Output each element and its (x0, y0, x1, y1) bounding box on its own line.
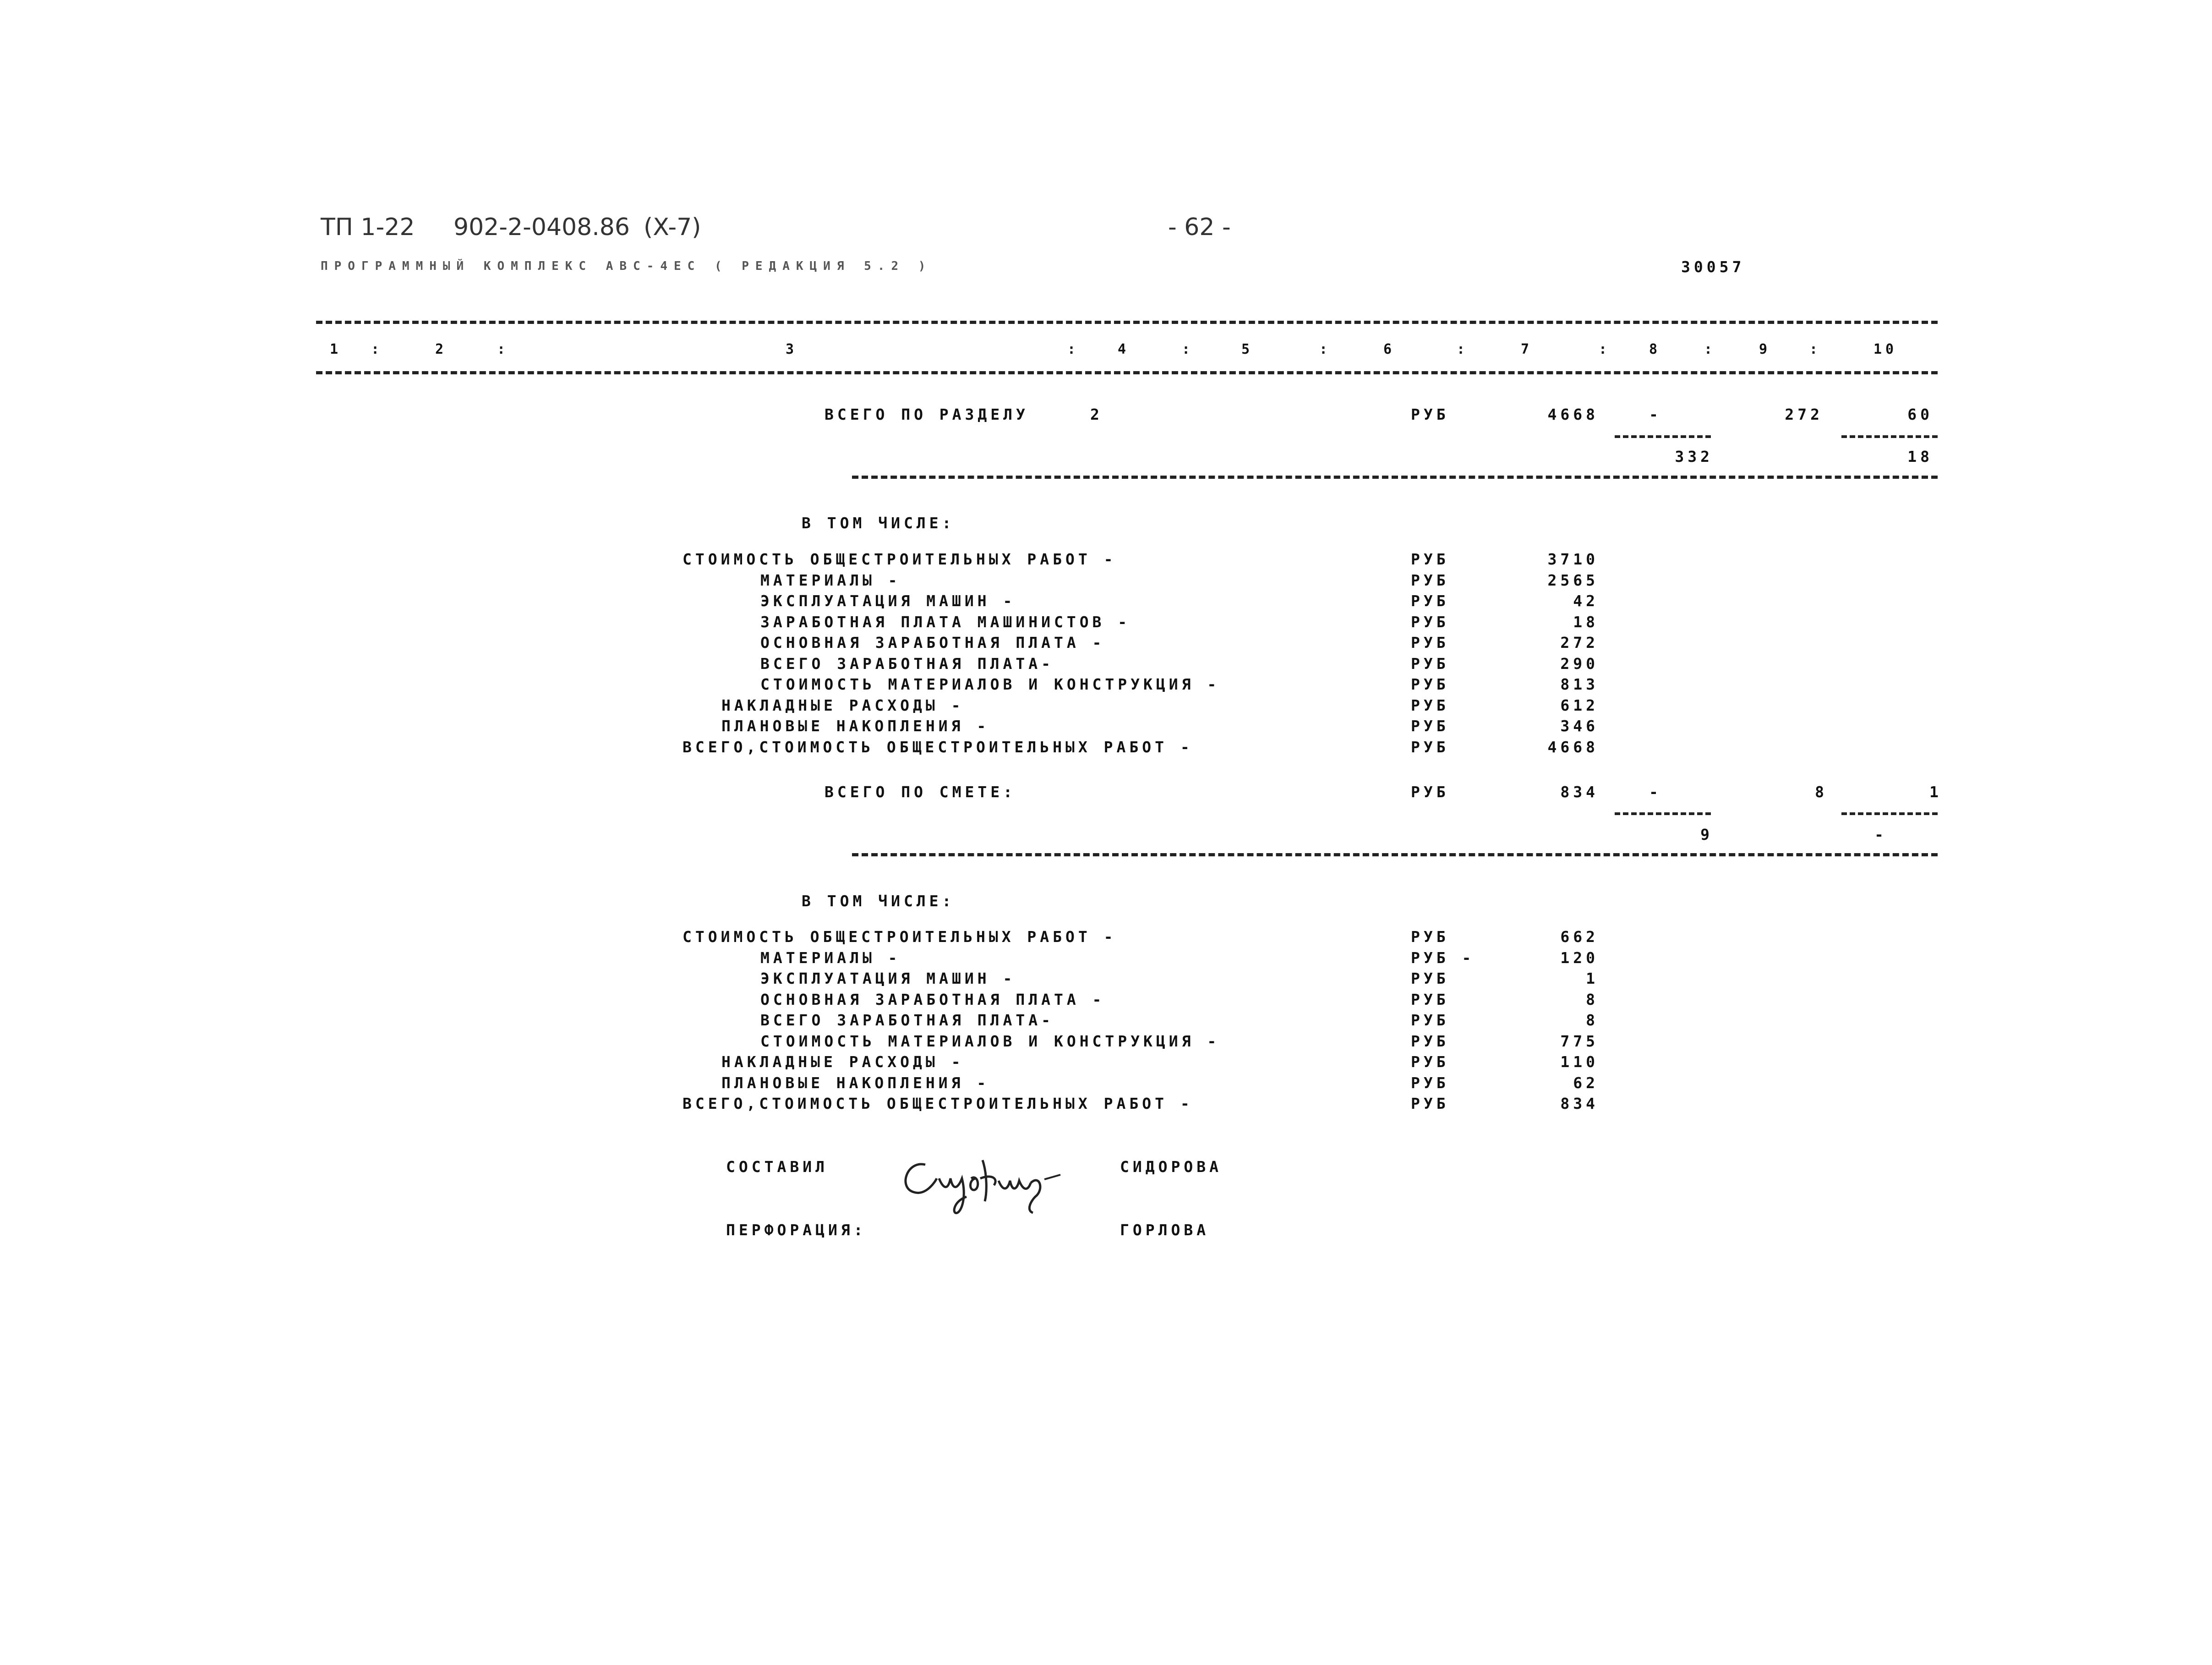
section-breakdown-row-unit: РУБ (1411, 675, 1449, 693)
section-breakdown-row-unit: РУБ (1411, 550, 1449, 568)
estimate-breakdown-row-label: ВСЕГО ЗАРАБОТНАЯ ПЛАТА- (760, 1011, 1054, 1029)
column-header-1: 1 (330, 341, 342, 357)
column-header-8: 8 (1649, 341, 1661, 357)
section-total-label: ВСЕГО ПО РАЗДЕЛУ (825, 405, 1029, 423)
section-total-col10-rule (1841, 435, 1938, 438)
header-top-rule (316, 321, 1938, 324)
section-breakdown-row-value: 42 (1573, 592, 1599, 610)
estimate-breakdown-row-value: 8 (1586, 990, 1599, 1008)
estimate-breakdown-row-unit: РУБ - (1411, 948, 1475, 967)
section-breakdown-row-label: ВСЕГО,СТОИМОСТЬ ОБЩЕСТРОИТЕЛЬНЫХ РАБОТ - (683, 738, 1193, 756)
column-header-4: 4 (1118, 341, 1130, 357)
column-separator: : (1067, 341, 1080, 357)
section-breakdown-row-value: 272 (1560, 634, 1599, 652)
estimate-total-unit: РУБ (1411, 783, 1449, 801)
section-breakdown-row-label: ПЛАНОВЫЕ НАКОПЛЕНИЯ - (721, 717, 990, 735)
section-breakdown-row-value: 346 (1560, 717, 1599, 735)
section-breakdown-row-unit: РУБ (1411, 592, 1449, 610)
estimate-breakdown-row-label: ВСЕГО,СТОИМОСТЬ ОБЩЕСТРОИТЕЛЬНЫХ РАБОТ - (683, 1095, 1193, 1112)
column-separator: : (1704, 341, 1716, 357)
column-separator: : (497, 341, 509, 357)
estimate-breakdown-row-value: 834 (1560, 1095, 1599, 1112)
estimate-breakdown-row-label: СТОИМОСТЬ ОБЩЕСТРОИТЕЛЬНЫХ РАБОТ - (683, 928, 1117, 946)
estimate-total-col10-rule (1841, 812, 1938, 815)
header-bottom-rule (316, 371, 1938, 374)
signature-image (893, 1132, 1067, 1222)
estimate-breakdown-row-unit: РУБ (1411, 1095, 1449, 1112)
section-breakdown-row-value: 612 (1560, 696, 1599, 714)
estimate-total-sub-col10: - (1874, 826, 1887, 843)
section-breakdown-row-unit: РУБ (1411, 738, 1449, 756)
estimate-breakdown-row-value: 62 (1573, 1073, 1599, 1092)
column-separator: : (1319, 341, 1332, 357)
estimate-total-label: ВСЕГО ПО СМЕТЕ: (825, 783, 1016, 801)
estimate-breakdown-row-value: 110 (1560, 1053, 1599, 1071)
estimate-breakdown-row-unit: РУБ (1411, 928, 1449, 946)
section-breakdown-row-unit: РУБ (1411, 571, 1449, 589)
section-breakdown-row-label: МАТЕРИАЛЫ - (760, 571, 901, 589)
estimate-breakdown-heading: В ТОМ ЧИСЛЕ: (802, 892, 955, 910)
section-total-col9: 272 (1785, 405, 1823, 423)
section-breakdown-row-label: ВСЕГО ЗАРАБОТНАЯ ПЛАТА- (760, 654, 1054, 673)
section-breakdown-row-value: 813 (1560, 675, 1599, 693)
section-breakdown-row-label: НАКЛАДНЫЕ РАСХОДЫ - (721, 696, 964, 714)
estimate-breakdown-row-value: 120 (1560, 948, 1599, 967)
section-breakdown-heading: В ТОМ ЧИСЛЕ: (802, 514, 955, 532)
estimate-total-col9: 8 (1815, 783, 1828, 801)
perforation-label: ПЕРФОРАЦИЯ: (726, 1221, 867, 1239)
column-separator: : (1599, 341, 1611, 357)
estimate-breakdown-row-unit: РУБ (1411, 990, 1449, 1008)
estimate-breakdown-row-label: НАКЛАДНЫЕ РАСХОДЫ - (721, 1053, 964, 1071)
section-total-unit: РУБ (1411, 405, 1449, 423)
estimate-breakdown-row-value: 662 (1560, 928, 1599, 946)
section-total-sub-col8: 332 (1675, 448, 1713, 466)
section-breakdown-row-value: 3710 (1547, 550, 1599, 568)
section-total-col10: 60 (1907, 405, 1933, 423)
doc-subtitle: ПРОГРАММНЫЙ КОМПЛЕКС АВС-4ЕС ( РЕДАКЦИЯ 5.2 ) (321, 259, 932, 273)
estimate-breakdown-row-label: ПЛАНОВЫЕ НАКОПЛЕНИЯ - (721, 1073, 990, 1092)
section-breakdown-row-unit: РУБ (1411, 696, 1449, 714)
section-number: 2 (1090, 405, 1103, 423)
column-header-10: 10 (1873, 341, 1898, 357)
estimate-breakdown-row-unit: РУБ (1411, 969, 1449, 987)
estimate-total-col8-rule (1615, 812, 1711, 815)
estimate-breakdown-row-value: 775 (1560, 1032, 1599, 1050)
section-breakdown-row-label: СТОИМОСТЬ ОБЩЕСТРОИТЕЛЬНЫХ РАБОТ - (683, 550, 1117, 568)
column-header-5: 5 (1241, 341, 1254, 357)
estimate-breakdown-row-unit: РУБ (1411, 1032, 1449, 1050)
column-header-2: 2 (435, 341, 448, 357)
estimate-total-col7: 834 (1560, 783, 1599, 801)
section-total-col7: 4668 (1547, 405, 1599, 423)
column-separator: : (1457, 341, 1469, 357)
estimate-breakdown-row-value: 8 (1586, 1011, 1599, 1029)
section-total-col8: - (1649, 405, 1662, 423)
column-header-6: 6 (1383, 341, 1396, 357)
estimate-breakdown-row-label: СТОИМОСТЬ МАТЕРИАЛОВ И КОНСТРУКЦИЯ - (760, 1032, 1220, 1050)
column-separator: : (1182, 341, 1194, 357)
section-breakdown-row-value: 4668 (1547, 738, 1599, 756)
section-breakdown-row-value: 2565 (1547, 571, 1599, 589)
section-breakdown-row-label: ЗАРАБОТНАЯ ПЛАТА МАШИНИСТОВ - (760, 613, 1131, 631)
estimate-total-col10: 1 (1929, 783, 1942, 801)
estimate-total-sub-col8: 9 (1700, 826, 1713, 843)
column-header-9: 9 (1759, 341, 1771, 357)
estimate-breakdown-row-value: 1 (1586, 969, 1599, 987)
estimate-breakdown-row-label: ОСНОВНАЯ ЗАРАБОТНАЯ ПЛАТА - (760, 990, 1105, 1008)
column-header-3: 3 (786, 341, 798, 357)
page-number: - 62 - (1168, 214, 1231, 241)
estimate-breakdown-row-label: МАТЕРИАЛЫ - (760, 948, 901, 967)
section-breakdown-row-unit: РУБ (1411, 613, 1449, 631)
doc-code: ТП 1-22 (321, 214, 415, 241)
section-breakdown-row-label: ЭКСПЛУАТАЦИЯ МАШИН - (760, 592, 1016, 610)
estimate-breakdown-row-unit: РУБ (1411, 1053, 1449, 1071)
section-total-sub-col10: 18 (1907, 448, 1933, 466)
section-breakdown-row-unit: РУБ (1411, 717, 1449, 735)
column-header-7: 7 (1521, 341, 1533, 357)
section-breakdown-row-unit: РУБ (1411, 654, 1449, 673)
column-separator: : (371, 341, 383, 357)
section-total-col8-rule (1615, 435, 1711, 438)
perforation-name: ГОРЛОВА (1120, 1221, 1210, 1239)
estimate-breakdown-row-unit: РУБ (1411, 1011, 1449, 1029)
section-breakdown-row-label: СТОИМОСТЬ МАТЕРИАЛОВ И КОНСТРУКЦИЯ - (760, 675, 1220, 693)
estimate-breakdown-row-label: ЭКСПЛУАТАЦИЯ МАШИН - (760, 969, 1016, 987)
estimate-breakdown-row-unit: РУБ (1411, 1073, 1449, 1092)
column-separator: : (1809, 341, 1822, 357)
section-breakdown-row-value: 18 (1573, 613, 1599, 631)
estimate-total-col8: - (1649, 783, 1662, 801)
section-breakdown-row-label: ОСНОВНАЯ ЗАРАБОТНАЯ ПЛАТА - (760, 634, 1105, 652)
compiled-label: СОСТАВИЛ (726, 1158, 828, 1176)
album-code: (X-7) (644, 214, 701, 241)
compiled-name: СИДОРОВА (1120, 1158, 1222, 1176)
doc-number: 30057 (1681, 258, 1745, 276)
project-code: 902-2-0408.86 (453, 214, 630, 241)
section-total-rule (852, 476, 1938, 479)
section-breakdown-row-value: 290 (1560, 654, 1599, 673)
section-breakdown-row-unit: РУБ (1411, 634, 1449, 652)
estimate-total-rule (852, 853, 1938, 856)
